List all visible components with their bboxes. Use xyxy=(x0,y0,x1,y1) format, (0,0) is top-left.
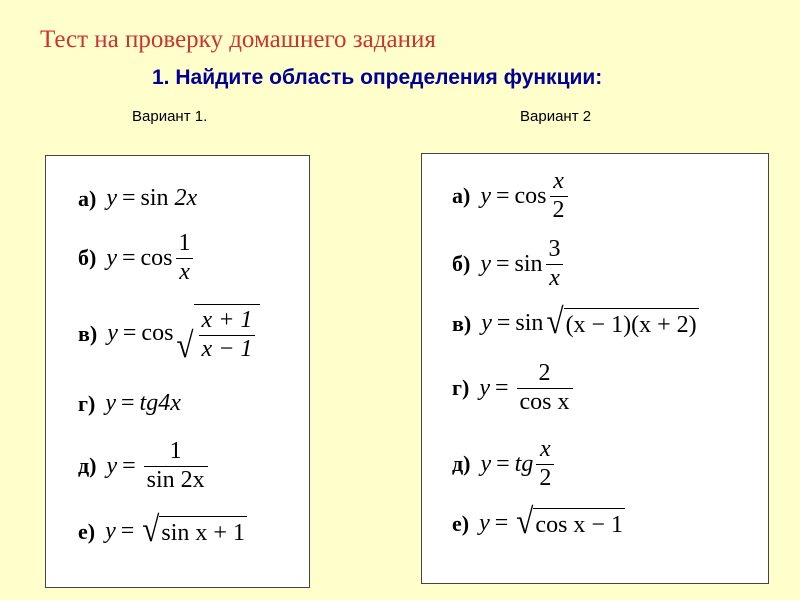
y-symbol: y xyxy=(481,310,492,337)
function-name: tg xyxy=(139,390,159,416)
denominator: x xyxy=(546,264,563,293)
equals-sign: = xyxy=(495,182,510,209)
item-label: б) xyxy=(452,251,471,277)
item-label: д) xyxy=(452,451,471,477)
square-root xyxy=(142,509,247,550)
y-symbol: y xyxy=(105,390,116,416)
numerator: x xyxy=(553,168,564,194)
fraction xyxy=(536,436,554,492)
formula-item xyxy=(78,185,197,212)
radical-sign-icon: √ xyxy=(142,509,160,550)
formula-item xyxy=(78,230,197,286)
variant-2-card xyxy=(421,153,769,584)
task-heading: 1. Найдите область определения функции: xyxy=(152,66,603,89)
function-name: cos xyxy=(140,244,173,271)
item-label: в) xyxy=(78,320,98,346)
fraction xyxy=(144,438,208,494)
fraction xyxy=(199,307,256,363)
function-name: tg xyxy=(514,450,534,477)
equals-sign: = xyxy=(122,320,137,347)
function-name: sin xyxy=(140,185,169,211)
y-symbol: y xyxy=(106,244,117,271)
numerator: x + 1 xyxy=(201,307,253,333)
formula-item xyxy=(452,301,699,342)
y-symbol: y xyxy=(107,320,118,347)
numerator: 2 xyxy=(538,360,551,386)
item-label: в) xyxy=(452,310,472,336)
item-label: е) xyxy=(78,518,96,544)
item-label: а) xyxy=(452,183,471,209)
radical-sign-icon: √ xyxy=(176,325,194,366)
numerator: 3 xyxy=(548,236,561,262)
y-symbol: y xyxy=(479,510,490,537)
square-root xyxy=(546,301,698,342)
radical-sign-icon: √ xyxy=(516,501,534,542)
formula-item xyxy=(452,236,567,292)
fraction xyxy=(550,168,568,224)
item-label: г) xyxy=(452,375,470,401)
radicand: cos x − 1 xyxy=(533,508,625,539)
equals-sign: = xyxy=(496,450,510,477)
numerator: 1 xyxy=(178,230,191,256)
equals-sign: = xyxy=(494,374,509,401)
variant-1-card xyxy=(45,155,310,588)
numerator: x xyxy=(540,436,551,462)
square-root xyxy=(516,501,625,542)
y-symbol: y xyxy=(480,182,491,209)
variant-2-heading: Вариант 2 xyxy=(520,108,592,125)
formula-item xyxy=(452,360,576,416)
equals-sign: = xyxy=(120,518,135,545)
denominator: x xyxy=(176,258,193,287)
denominator: 2 xyxy=(536,464,554,493)
radicand: sin x + 1 xyxy=(159,516,247,547)
formula-item xyxy=(452,168,571,224)
function-name: sin xyxy=(515,310,544,337)
denominator: 2 xyxy=(550,196,568,225)
denominator: x − 1 xyxy=(199,335,256,364)
formula-item xyxy=(78,304,260,366)
formula-item xyxy=(78,438,211,494)
item-label: д) xyxy=(78,453,97,479)
radical-sign-icon: √ xyxy=(546,301,564,342)
page-title: Тест на проверку домашнего задания xyxy=(40,26,436,53)
numerator: 1 xyxy=(169,438,182,464)
y-symbol: y xyxy=(479,374,490,401)
y-symbol: y xyxy=(105,518,116,545)
square-root xyxy=(176,304,260,366)
item-label: б) xyxy=(78,245,97,271)
equals-sign: = xyxy=(495,250,510,277)
fraction xyxy=(176,230,194,286)
item-label: а) xyxy=(78,185,97,211)
variant-1-heading: Вариант 1. xyxy=(132,108,208,125)
y-symbol: y xyxy=(480,250,491,277)
function-name: cos xyxy=(141,320,174,347)
equals-sign: = xyxy=(120,390,135,416)
function-name: cos xyxy=(514,182,547,209)
formula-item xyxy=(78,390,181,417)
formula-item xyxy=(78,509,247,550)
equals-sign: = xyxy=(121,244,136,271)
formula-item xyxy=(452,501,625,542)
denominator: cos x xyxy=(517,388,573,417)
equals-sign: = xyxy=(121,185,136,211)
fraction xyxy=(517,360,573,416)
function-name: sin xyxy=(514,250,543,277)
y-symbol: y xyxy=(106,185,117,211)
item-label: е) xyxy=(452,510,470,536)
equals-sign: = xyxy=(494,510,509,537)
fraction xyxy=(546,236,564,292)
argument: 4x xyxy=(158,390,181,416)
formula-item xyxy=(452,436,557,492)
y-symbol: y xyxy=(480,450,492,477)
denominator: sin 2x xyxy=(144,466,208,495)
equals-sign: = xyxy=(122,452,136,479)
y-symbol: y xyxy=(106,452,118,479)
equals-sign: = xyxy=(496,310,511,337)
item-label: г) xyxy=(78,390,96,416)
radicand: (x − 1)(x + 2) xyxy=(564,308,699,339)
argument: 2x xyxy=(174,185,198,211)
